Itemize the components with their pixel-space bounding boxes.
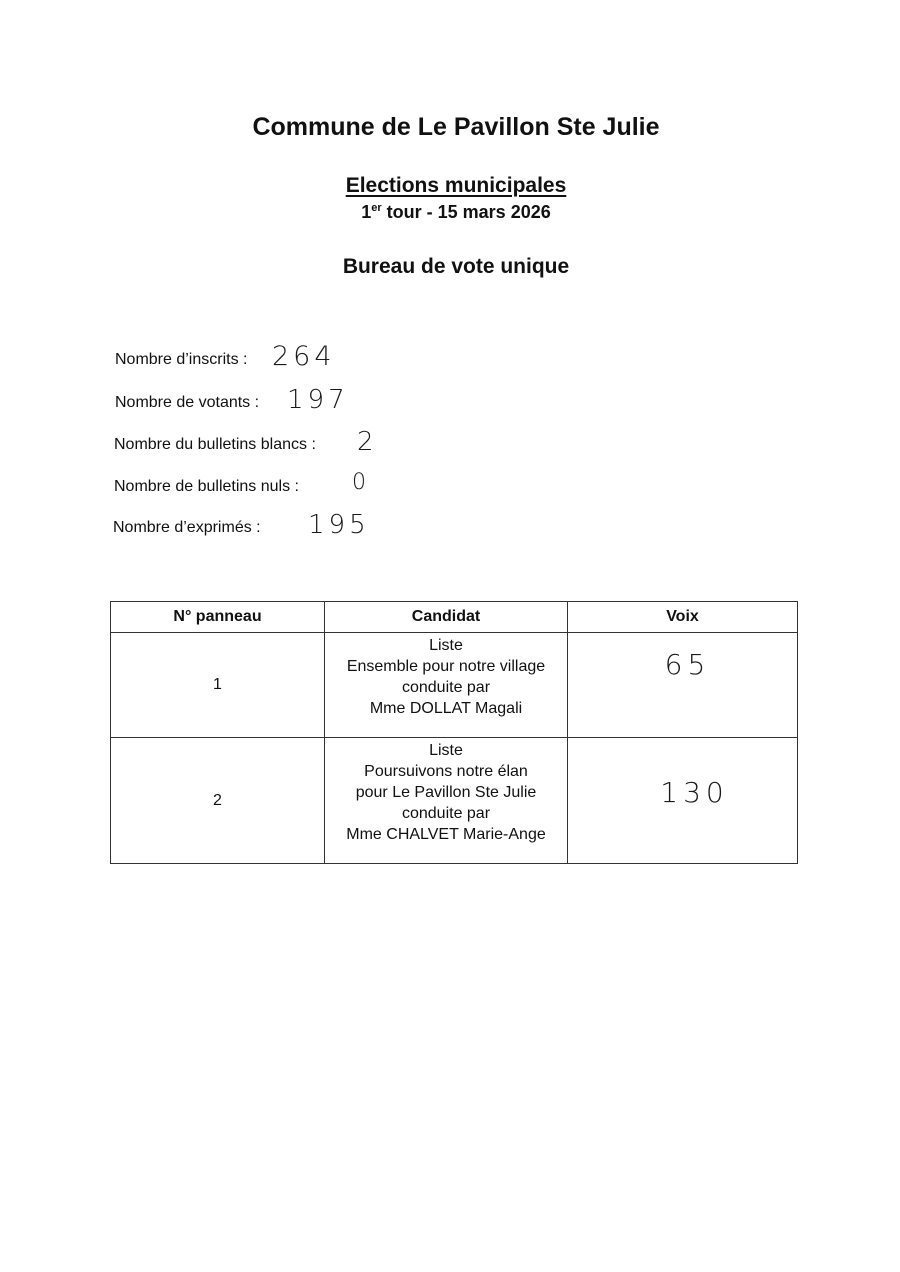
round-number: 1 xyxy=(361,202,372,222)
table-header-row xyxy=(111,602,798,633)
voix-cell xyxy=(568,633,798,738)
header-candidat: Candidat xyxy=(325,602,568,633)
results-table xyxy=(110,601,798,864)
commune-title: Commune de Le Pavillon Ste Julie xyxy=(252,113,660,141)
candidat-line: conduite par xyxy=(401,805,491,822)
votants-value: 197 xyxy=(287,385,349,415)
round-date xyxy=(0,202,900,223)
round-rest: tour - 15 mars 2026 xyxy=(381,202,551,222)
candidat-line: Liste xyxy=(429,742,463,759)
voix-cell xyxy=(568,738,798,864)
exprimes-value: 195 xyxy=(308,510,370,540)
voix-value: 130 xyxy=(660,776,729,809)
candidat-cell xyxy=(325,738,568,864)
round-suffix: er xyxy=(371,202,382,214)
election-title: Elections municipales xyxy=(345,174,567,197)
exprimes-label: Nombre d’exprimés : xyxy=(113,519,261,536)
candidat-line: Ensemble pour notre village xyxy=(346,658,546,675)
candidat-line: Poursuivons notre élan xyxy=(364,763,528,780)
blancs-value: 2 xyxy=(357,427,378,457)
bureau-title: Bureau de vote unique xyxy=(342,255,570,278)
candidat-line: conduite par xyxy=(401,679,491,696)
candidat-line: Mme CHALVET Marie-Ange xyxy=(346,826,546,843)
panneau-cell: 1 xyxy=(111,633,325,738)
inscrits-label: Nombre d’inscrits : xyxy=(115,351,248,368)
votants-label: Nombre de votants : xyxy=(115,394,260,411)
candidat-line: Mme DOLLAT Magali xyxy=(369,700,523,717)
panneau-cell: 2 xyxy=(111,738,325,864)
table-row xyxy=(111,633,798,738)
header-voix: Voix xyxy=(568,602,798,633)
nuls-value: 0 xyxy=(352,470,370,495)
inscrits-value: 264 xyxy=(272,341,336,372)
nuls-label: Nombre de bulletins nuls : xyxy=(114,478,299,495)
candidat-cell xyxy=(325,633,568,738)
table-row xyxy=(111,738,798,864)
candidat-line: Liste xyxy=(429,637,463,654)
voix-value: 65 xyxy=(664,648,711,681)
blancs-label: Nombre du bulletins blancs : xyxy=(114,436,316,453)
candidat-line: pour Le Pavillon Ste Julie xyxy=(355,784,537,801)
header-panneau: N° panneau xyxy=(111,602,325,633)
